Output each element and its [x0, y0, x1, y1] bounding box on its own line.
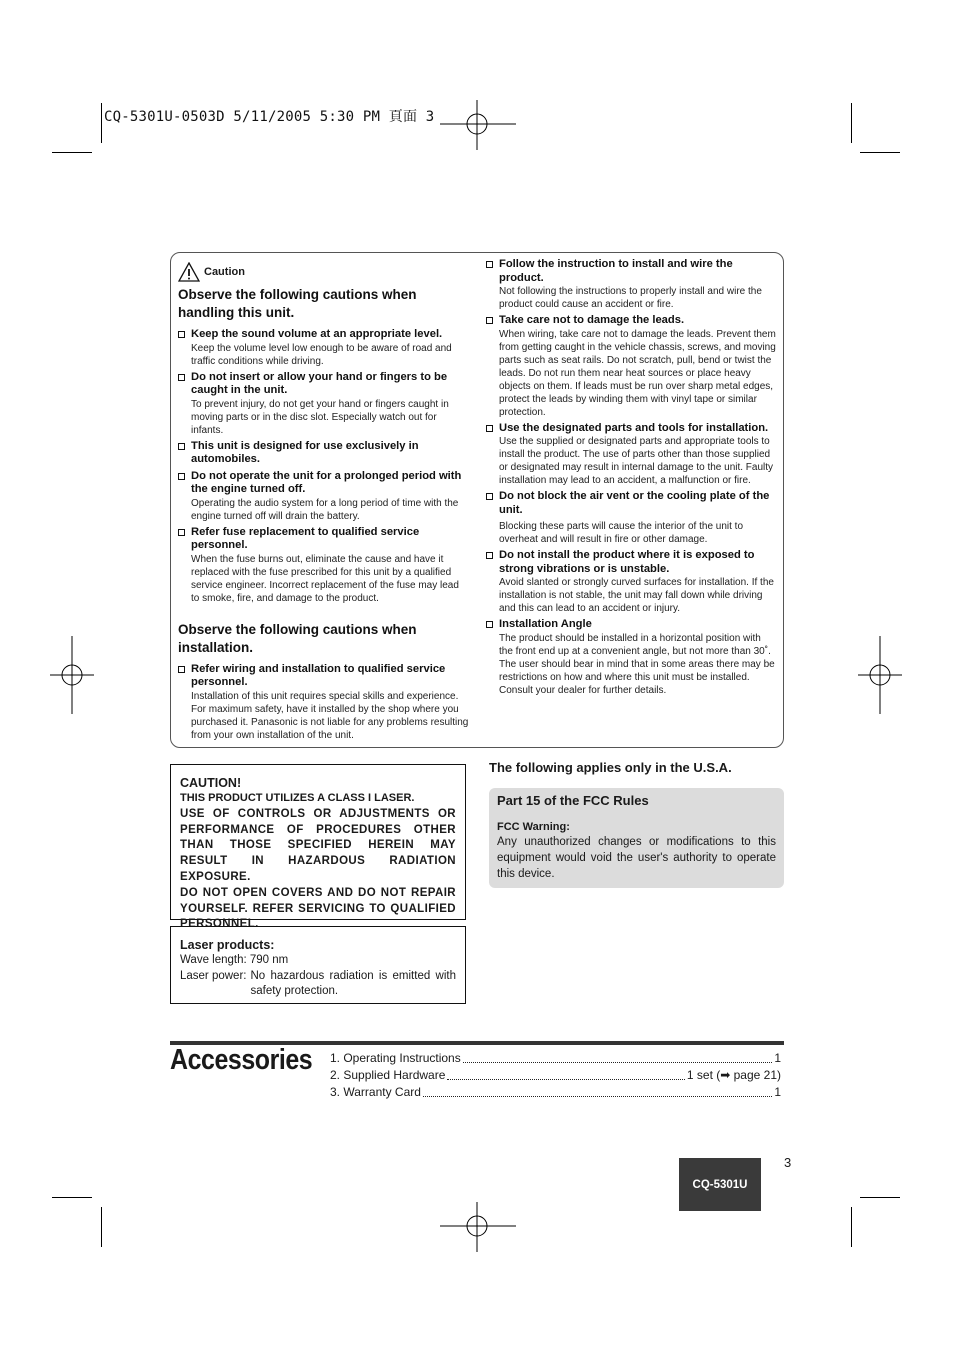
checkbox-bullet-icon — [178, 529, 185, 536]
laser-class-line: THIS PRODUCT UTILIZES A CLASS Ι LASER. — [180, 792, 415, 804]
crop-mark — [101, 103, 102, 143]
caution-item: Refer fuse replacement to qualified service personnel. When the fuse burns out, eliminate the cause and have it replaced with the fuse prescribed for this unit by a qualified service engineer. Incorrect replacement of the fuse may lead to smoke, fire, and damage to the product. — [178, 526, 470, 605]
warning-triangle-icon — [178, 262, 200, 282]
section-title-installation: Observe the following cautions when installation. — [178, 621, 417, 655]
caution-label: Caution — [178, 262, 470, 282]
checkbox-bullet-icon — [178, 443, 185, 450]
checkbox-bullet-icon — [486, 261, 493, 268]
crop-mark — [860, 152, 900, 153]
fcc-box — [489, 788, 784, 888]
caution-item: Use the designated parts and tools for installation. Use the supplied or designated parts and appropriate tools to install the product. The use of parts other than those supplied or designated may result in internal damage to the unit. Faulty installation may lead to an accident, a malfunction or fire. — [486, 422, 776, 488]
caution-item: Do not install the product where it is exposed to strong vibrations or is unstable. Avoid slanted or strongly curved surfaces for installation. If the installation is not stable, the unit may fall down while driving and this can lead to an accident or injury. — [486, 549, 776, 615]
crop-mark — [851, 103, 852, 143]
usa-title: The following applies only in the U.S.A. — [489, 760, 732, 775]
registration-mark-left — [50, 636, 94, 714]
list-item: 2. Supplied Hardware 1 set (➡ page 21) — [330, 1068, 781, 1082]
laser-power-row: Laser power: No hazardous radiation is emitted with safety protection. — [180, 969, 456, 997]
crop-mark — [860, 1197, 900, 1198]
caution-item: Installation Angle The product should be installed in a horizontal position with the front end up at a convenient angle, but not more than 30˚. The user should bear in mind that in some areas there may be restrictions on how and where this unit must be installed. Consult your dealer for further details. — [486, 618, 776, 697]
list-item: 3. Warranty Card 1 — [330, 1085, 781, 1099]
accessories-title: Accessories — [170, 1044, 313, 1076]
caution-left-column — [178, 262, 470, 745]
caution-item: Take care not to damage the leads. When wiring, take care not to damage the leads. Prevent them from getting caught in the vehicle chassis, screws, and moving parts such as seat rails. Do not scratch, pull, bend or twist the leads. Do not run them near heat sources or place heavy objects on them. If leads must be run over sharp metal edges, protect the leads by winding them with vinyl tape or similar protection. — [486, 314, 776, 419]
checkbox-bullet-icon — [178, 374, 185, 381]
laser-products-title: Laser products: — [180, 938, 275, 952]
page-number: 3 — [784, 1155, 792, 1170]
section-title-handling: Observe the following cautions when handling this unit. — [178, 287, 417, 320]
registration-mark-right — [858, 636, 902, 714]
checkbox-bullet-icon — [178, 666, 185, 673]
checkbox-bullet-icon — [178, 331, 185, 338]
fcc-text: Any unauthorized changes or modifications to this equipment would void the user's authority to operate this device. — [497, 836, 776, 880]
fcc-title: Part 15 of the FCC Rules — [497, 793, 649, 808]
crop-mark — [101, 1207, 102, 1247]
checkbox-bullet-icon — [486, 621, 493, 628]
caution-item: Do not block the air vent or the cooling plate of the unit. Blocking these parts will cause the interior of the unit to overheat and will result in fire or other damage. — [486, 490, 776, 546]
wave-length: Wave length: 790 nm — [180, 954, 289, 966]
fcc-warning-label: FCC Warning: — [497, 821, 570, 833]
registration-mark-bottom — [440, 1202, 516, 1252]
caution-right-column — [486, 258, 776, 697]
accessories-list — [330, 1050, 781, 1101]
caution-item: Follow the instruction to install and wire the product. Not following the instructions to properly install and wire the product could cause an accident or fire. — [486, 258, 776, 311]
checkbox-bullet-icon — [486, 317, 493, 324]
checkbox-bullet-icon — [486, 425, 493, 432]
laser-caution-box — [170, 764, 466, 931]
print-stamp: CQ-5301U-0503D 5/11/2005 5:30 PM 頁面 3 — [104, 109, 435, 125]
checkbox-bullet-icon — [178, 473, 185, 480]
model-badge: CQ-5301U — [679, 1158, 761, 1211]
crop-mark — [52, 1197, 92, 1198]
laser-caution-text-2: DO NOT OPEN COVERS AND DO NOT REPAIR YOURSELF. REFER SERVICING TO QUALIFIED PERSONNEL. — [180, 886, 456, 931]
laser-caution-text: USE OF CONTROLS OR ADJUSTMENTS OR PERFORMANCE OF PROCEDURES OTHER THAN THOSE SPECIFIED HEREIN MAY RESULT IN HAZARDOUS RADIATION EXPOSURE. — [180, 807, 456, 883]
laser-products-box — [170, 926, 466, 1004]
caution-item: Do not insert or allow your hand or fingers to be caught in the unit. To prevent injury, do not get your hand or fingers caught in moving parts or in the disc slot. Especially watch out for infants. — [178, 371, 470, 437]
list-item: 1. Operating Instructions 1 — [330, 1051, 781, 1065]
registration-mark-top — [440, 100, 516, 150]
caution-item: Refer wiring and installation to qualified service personnel. Installation of this unit requires special skills and experience. For maximum safety, have it installed by the shop where you purchased it. Panasonic is not liable for any problems resulting from your own installation of the unit. — [178, 663, 470, 742]
caution-item: This unit is designed for use exclusively in automobiles. — [178, 440, 470, 467]
laser-caution-title: CAUTION! — [180, 776, 242, 790]
crop-mark — [52, 152, 92, 153]
caution-item: Keep the sound volume at an appropriate level. Keep the volume level low enough to be aware of road and traffic conditions while driving. — [178, 328, 470, 368]
caution-item: Do not operate the unit for a prolonged period with the engine turned off. Operating the audio system for a long period of time with the engine turned off will drain the battery. — [178, 470, 470, 523]
crop-mark — [851, 1207, 852, 1247]
checkbox-bullet-icon — [486, 552, 493, 559]
checkbox-bullet-icon — [486, 493, 493, 500]
